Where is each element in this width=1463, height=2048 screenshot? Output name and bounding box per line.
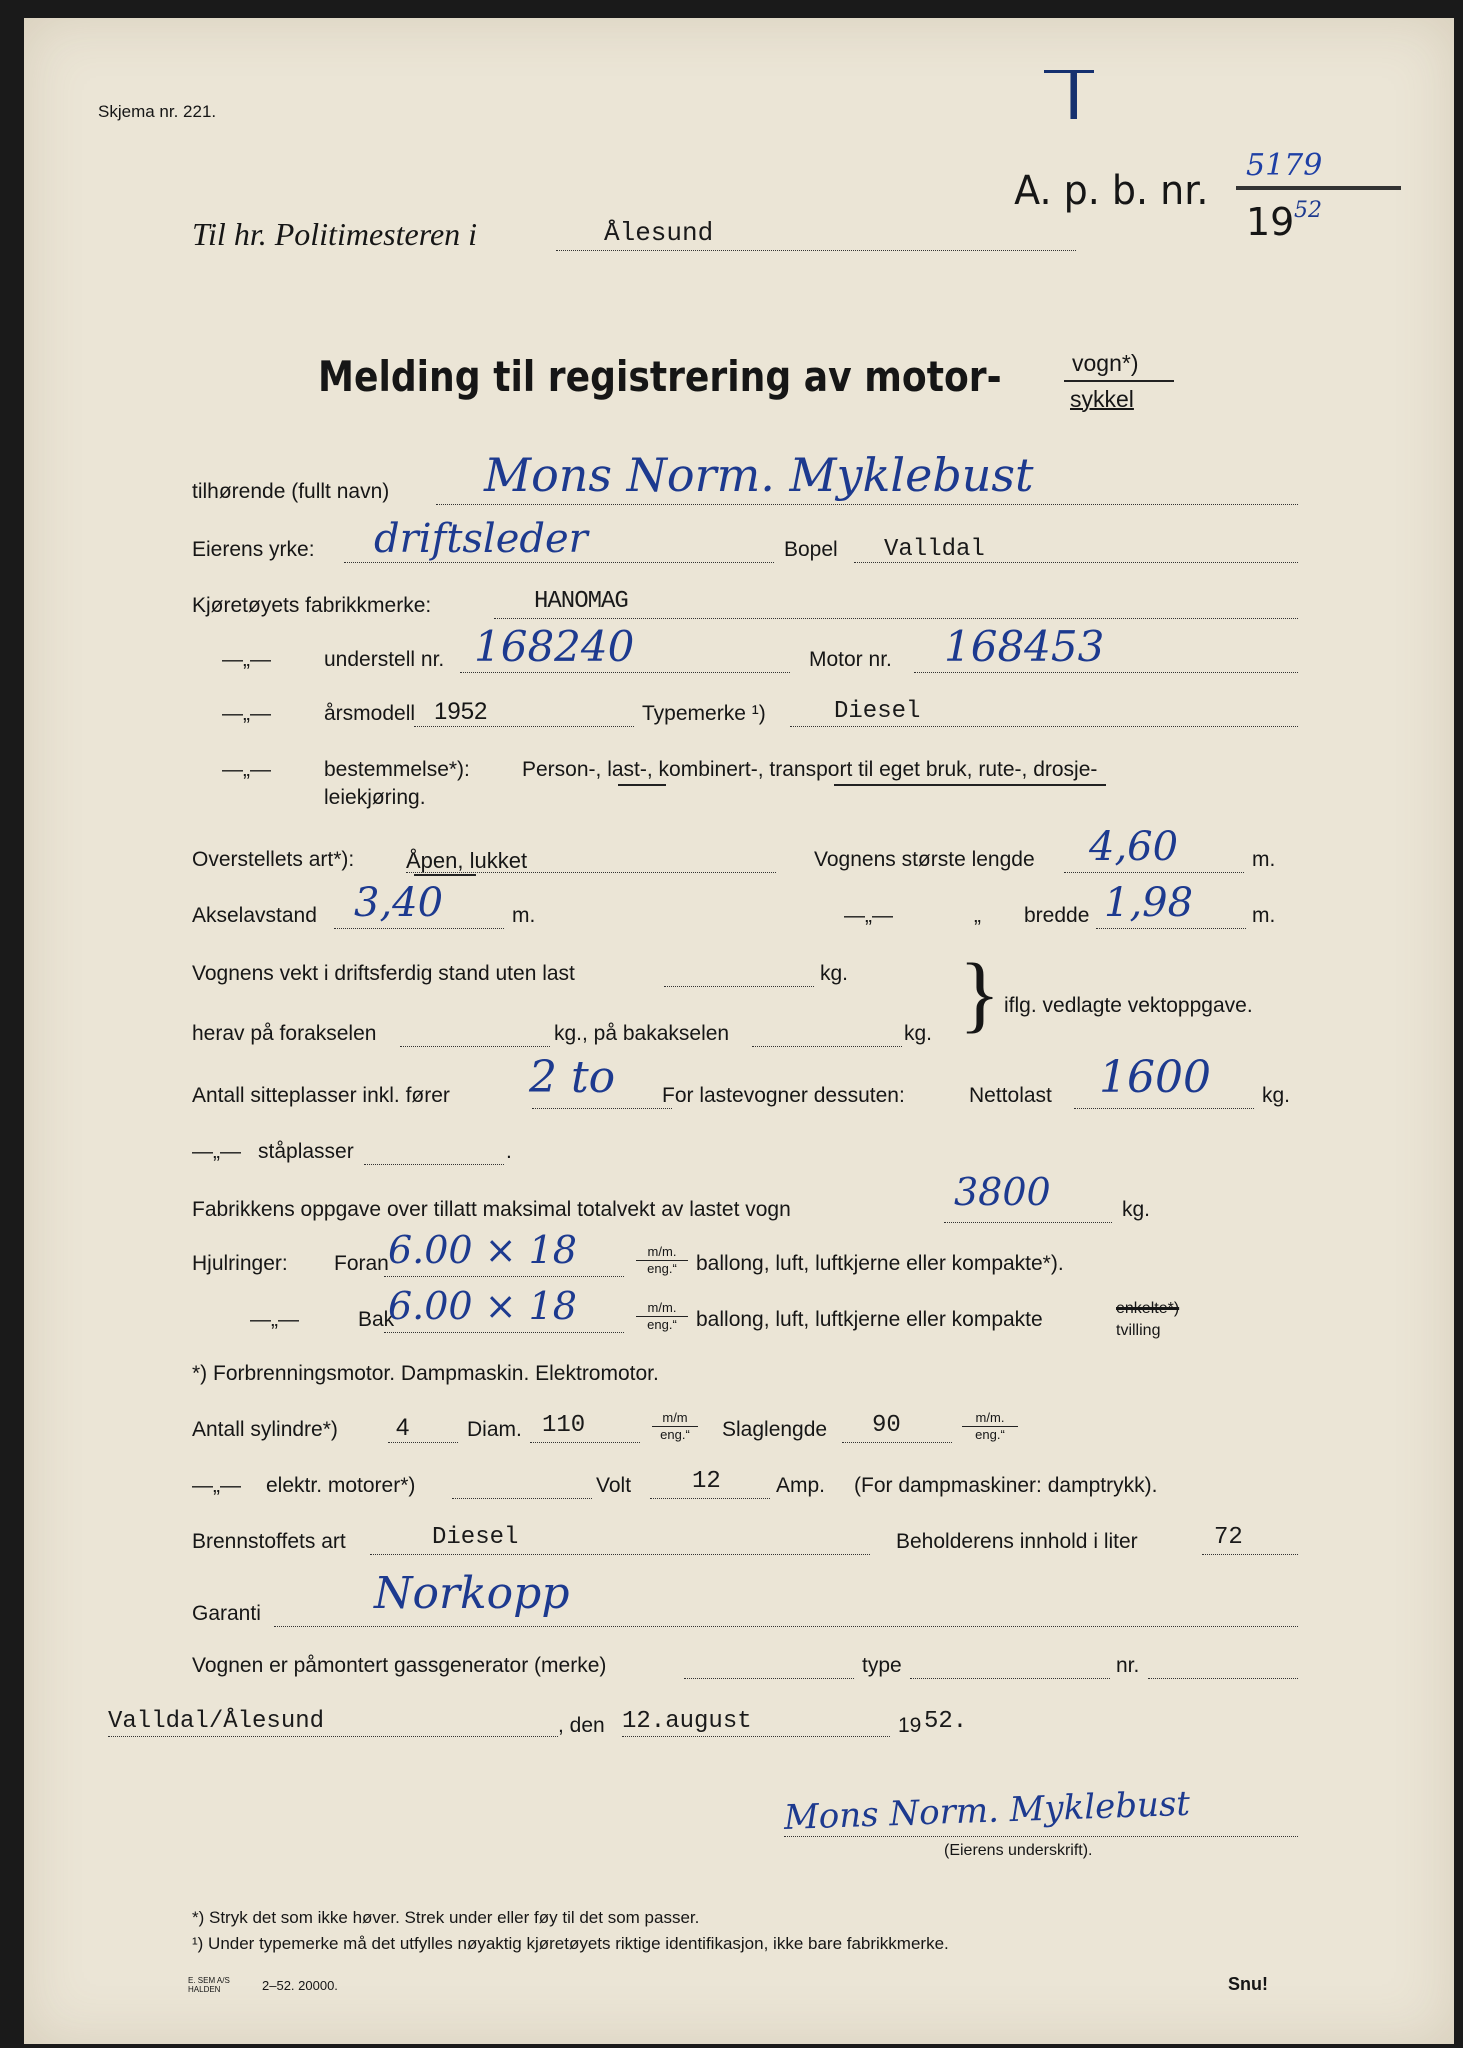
body-value: Åpen, lukket xyxy=(406,848,528,873)
purpose-options-cont: leiekjøring. xyxy=(324,786,426,809)
net-load-value: 1600 xyxy=(1099,1052,1211,1103)
form-number: Skjema nr. 221. xyxy=(98,102,217,121)
ditto-mark: —„— xyxy=(222,648,271,671)
stroke-value: 90 xyxy=(872,1412,901,1439)
front-axle-label: herav på forakselen xyxy=(192,1022,377,1045)
width-label: bredde xyxy=(1024,904,1090,927)
footnote-1: *) Stryk det som ikke høver. Strek under eller føy til det som passer. xyxy=(192,1908,700,1927)
standing-end: . xyxy=(506,1140,512,1163)
printer-name-line1: E. SEM A/S xyxy=(188,1976,230,1985)
unit-top: m/m. xyxy=(636,1244,688,1261)
footnote-2: ¹) Under typemerke må det utfylles nøyaktig kjøretøyets riktige identifikasjon, ikke bare fabrikkmerke. xyxy=(192,1934,949,1953)
weight-kg: kg. xyxy=(820,962,849,985)
warranty-value: Norkopp xyxy=(374,1568,570,1619)
year-value: 52. xyxy=(924,1708,968,1735)
stamp-year: 19 xyxy=(1246,200,1295,244)
stamp-prefix: A. p. b. nr. xyxy=(1014,168,1209,214)
title-option-sykkel: sykkel xyxy=(1070,386,1134,412)
motor-value: 168453 xyxy=(944,622,1105,671)
type-value: Diesel xyxy=(834,698,921,725)
seats-value: 2 to xyxy=(529,1052,616,1103)
model-year-label: årsmodell xyxy=(324,702,416,725)
residence-value: Valldal xyxy=(884,536,985,563)
date-label: , den xyxy=(558,1714,605,1737)
standing-label: ståplasser xyxy=(258,1140,354,1163)
warranty-label: Garanti xyxy=(192,1602,261,1625)
steam-pressure-label: (For dampmaskiner: damptrykk). xyxy=(854,1474,1158,1497)
gasgen-label: Vognen er påmontert gassgenerator (merke) xyxy=(192,1654,607,1677)
axle-value: 3,40 xyxy=(354,880,444,926)
seats-label: Antall sitteplasser inkl. fører xyxy=(192,1084,450,1107)
stamp-mark-bar xyxy=(1044,70,1094,73)
form-title: Melding til registrering av motor- xyxy=(318,352,1002,401)
occupation-value: driftsleder xyxy=(374,516,588,562)
motor-label: Motor nr. xyxy=(809,648,892,671)
tires-rear-struck: enkelte*) xyxy=(1116,1300,1180,1317)
fuel-value: Diesel xyxy=(432,1524,519,1551)
tank-label: Beholderens innhold i liter xyxy=(896,1530,1138,1553)
year-prefix: 19 xyxy=(898,1714,922,1737)
residence-label: Bopel xyxy=(784,538,838,561)
width-unit: m. xyxy=(1252,904,1276,927)
stroke-label: Slaglengde xyxy=(722,1418,828,1441)
addressee-label: Til hr. Politimesteren i xyxy=(192,216,478,252)
electric-label: elektr. motorer*) xyxy=(266,1474,416,1497)
axle-unit: m. xyxy=(512,904,536,927)
unit-top: m/m. xyxy=(636,1300,688,1317)
stamp-year-value: 52 xyxy=(1294,198,1322,223)
length-label: Vognens største lengde xyxy=(814,848,1035,871)
rear-axle-label: kg., på bakakselen xyxy=(554,1022,730,1045)
form-page xyxy=(24,18,1454,2044)
owner-label: tilhørende (fullt navn) xyxy=(192,480,390,503)
ditto-mark: —„— xyxy=(222,758,271,781)
rear-axle-kg: kg. xyxy=(904,1022,933,1045)
amp-label: Amp. xyxy=(776,1474,826,1497)
stamp-number: 5179 xyxy=(1246,148,1323,183)
purpose-label: bestemmelse*): xyxy=(324,758,470,781)
tires-front-value: 6.00 × 18 xyxy=(388,1228,577,1272)
diameter-value: 110 xyxy=(542,1412,586,1439)
brace: } xyxy=(959,945,1001,1041)
purpose-options: Person-, last-, kombinert-, transport til eget bruk, rute-, drosje- xyxy=(522,758,1098,781)
axle-label: Akselavstand xyxy=(192,904,317,927)
length-unit: m. xyxy=(1252,848,1276,871)
make-value: HANOMAG xyxy=(534,588,628,615)
length-value: 4,60 xyxy=(1089,824,1179,870)
stamp-divider xyxy=(1236,186,1401,190)
tires-front-label: Foran xyxy=(334,1252,389,1275)
width-value: 1,98 xyxy=(1104,880,1194,926)
unit-top: m/m xyxy=(652,1410,698,1427)
owner-name: Mons Norm. Myklebust xyxy=(484,448,1034,502)
cargo-label: For lastevogner dessuten: xyxy=(662,1084,905,1107)
tires-front-types: ballong, luft, luftkjerne eller kompakte*). xyxy=(696,1252,1064,1275)
volt-label: Volt xyxy=(596,1474,632,1497)
volt-value: 12 xyxy=(692,1468,721,1495)
printer-code: 2–52. 20000. xyxy=(262,1978,338,1993)
title-option-vogn: vogn*) xyxy=(1072,350,1139,376)
date-value: 12.august xyxy=(622,1708,752,1735)
weight-label: Vognens vekt i driftsferdig stand uten last xyxy=(192,962,575,985)
stamp-mark: I xyxy=(1064,58,1084,135)
make-label: Kjøretøyets fabrikkmerke: xyxy=(192,594,432,617)
cylinders-label: Antall sylindre*) xyxy=(192,1418,338,1441)
body-label: Overstellets art*): xyxy=(192,848,355,871)
type-label: Typemerke ¹) xyxy=(642,702,766,725)
net-load-label: Nettolast xyxy=(969,1084,1052,1107)
chassis-value: 168240 xyxy=(474,622,635,671)
owner-signature: Mons Norm. Myklebust xyxy=(783,1783,1191,1838)
tires-rear-label: Bak xyxy=(358,1308,395,1331)
unit-bottom: eng.“ xyxy=(647,1317,677,1332)
ditto-mark: —„— xyxy=(192,1140,241,1163)
unit-bottom: eng.“ xyxy=(975,1427,1005,1442)
unit-bottom: eng.“ xyxy=(660,1427,690,1442)
printer-name xyxy=(188,1976,230,1994)
unit-bottom: eng.“ xyxy=(647,1261,677,1276)
fuel-label: Brennstoffets art xyxy=(192,1530,346,1553)
max-weight-label: Fabrikkens oppgave over tillatt maksimal totalvekt av lastet vogn xyxy=(192,1198,791,1221)
diameter-label: Diam. xyxy=(467,1418,522,1441)
ditto-mark: —„— xyxy=(192,1474,241,1497)
ditto-mark: —„— xyxy=(844,904,893,927)
cylinders-value: 4 xyxy=(396,1414,410,1441)
engine-types: *) Forbrenningsmotor. Dampmaskin. Elektromotor. xyxy=(192,1362,659,1385)
tires-label: Hjulringer: xyxy=(192,1252,288,1275)
tires-rear-types: ballong, luft, luftkjerne eller kompakte xyxy=(696,1308,1043,1331)
occupation-label: Eierens yrke: xyxy=(192,538,315,561)
addressee-value: Ålesund xyxy=(604,218,714,248)
net-load-kg: kg. xyxy=(1262,1084,1291,1107)
tires-rear-value: 6.00 × 18 xyxy=(388,1284,577,1328)
turn-over-note: Snu! xyxy=(1228,1974,1268,1994)
ditto-mark: „ xyxy=(974,904,981,927)
ditto-mark: —„— xyxy=(250,1308,299,1331)
ditto-mark: —„— xyxy=(222,702,271,725)
max-weight-value: 3800 xyxy=(954,1170,1051,1214)
max-weight-kg: kg. xyxy=(1122,1198,1151,1221)
place-value: Valldal/Ålesund xyxy=(108,1708,325,1735)
model-year-value: 1952 xyxy=(434,698,488,725)
signature-caption: (Eierens underskrift). xyxy=(944,1842,1093,1859)
tank-value: 72 xyxy=(1214,1524,1243,1551)
chassis-label: understell nr. xyxy=(324,648,445,671)
tires-rear-twin: tvilling xyxy=(1116,1322,1161,1339)
printer-name-line2: HALDEN xyxy=(188,1985,221,1994)
unit-top: m/m. xyxy=(962,1410,1018,1427)
gasgen-nr-label: nr. xyxy=(1116,1654,1140,1677)
gasgen-type-label: type xyxy=(862,1654,902,1677)
weight-note: iflg. vedlagte vektoppgave. xyxy=(1004,994,1253,1017)
